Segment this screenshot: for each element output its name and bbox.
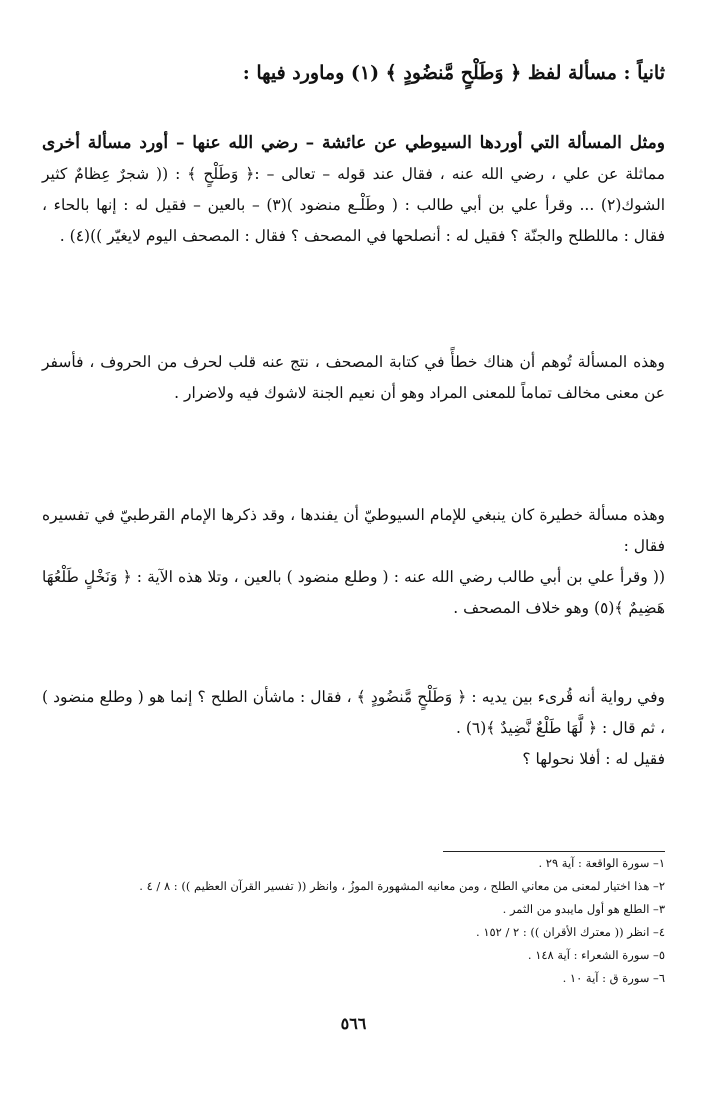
paragraph-1 [42,128,665,252]
page-number: ٥٦٦ [340,1014,367,1033]
paragraph-1-body: مماثلة عن علي ، رضي الله عنه ، فقال عند قوله – تعالى – :﴿ وَطَلْحٍ ﴾ : (( شجرٌ عِظامٌ كثير الشوك(٢) ... وقرأ علي بن أبي طالب : ( وطَلْـع منضود )(٣) – بالعين – فقيل له : إنها بالحاء ، فقال : ماللطلح والجنّة ؟ فقيل له : أنصلحها في المصحف ؟ فقال : المصحف اليوم لايغيّر ))(٤) . [42,165,665,245]
paragraph-4 [42,682,665,775]
document-page [42,0,665,1095]
paragraph-3-quote: (( وقرأ علي بن أبي طالب رضي الله عنه : ( وطلع منضود ) بالعين ، وتلا هذه الآية : ﴿ وَنَخْلٍ طَلْعُهَا هَضِيمٌ ﴾(٥) وهو خلاف المصحف . [42,568,665,617]
paragraph-3-text: وهذه مسألة خطيرة كان ينبغي للإمام السيوطيّ أن يفندها ، وقد ذكرها الإمام القرطبيّ في تفسيره فقال : [42,506,665,555]
paragraph-3 [42,500,665,624]
paragraph-1-lead: ومثل المسألة التي أوردها السيوطي عن عائشة – رضي الله عنها – أورد مسألة أخرى [42,133,665,153]
paragraph-2-text: وهذه المسألة تُوهم أن هناك خطأً في كتابة المصحف ، نتج عنه قلب لحرف من الحروف ، فأسفر عن معنى مخالف تماماً للمعنى المراد وهو أن نعيم الجنة لاشوك فيه ولاضرار . [42,353,665,402]
section-heading: ثانياً : مسألة لفظ ﴿ وَطَلْحٍ مَّنضُودٍ ﴾ (١) وماورد فيها : [242,62,665,84]
footnote-item: ٤– انظر (( معترك الأقران )) : ٢ / ١٥٢ . [476,925,665,939]
footnote-item: ٦– سورة ق : آية ١٠ . [562,971,665,985]
paragraph-2 [42,347,665,409]
footnotes-list [42,852,665,990]
footnote-item: ١– سورة الواقعة : آية ٢٩ . [538,856,665,870]
paragraph-4-text: وفي رواية أنه قُرىء بين يديه : ﴿ وَطَلْحٍ مَّنضُودٍ ﴾ ، فقال : ماشأن الطلح ؟ إنما هو ( وطلع منضود ) ، ثم قال : ﴿ لَّهَا طَلْعٌ نَّضِيدٌ ﴾(٦) . [42,688,665,737]
footnote-item: ٣– الطلع هو أول مايبدو من الثمر . [502,902,665,916]
footnote-item: ٢– هذا اختيار لمعنى من معاني الطلح ، ومن معانيه المشهورة الموزُ ، وانظر (( تفسير القرآن العظيم )) : ٨ / ٤ . [139,879,665,893]
paragraph-4-end: فقيل له : أفلا نحولها ؟ [522,750,665,768]
footnote-item: ٥– سورة الشعراء : آية ١٤٨ . [527,948,665,962]
